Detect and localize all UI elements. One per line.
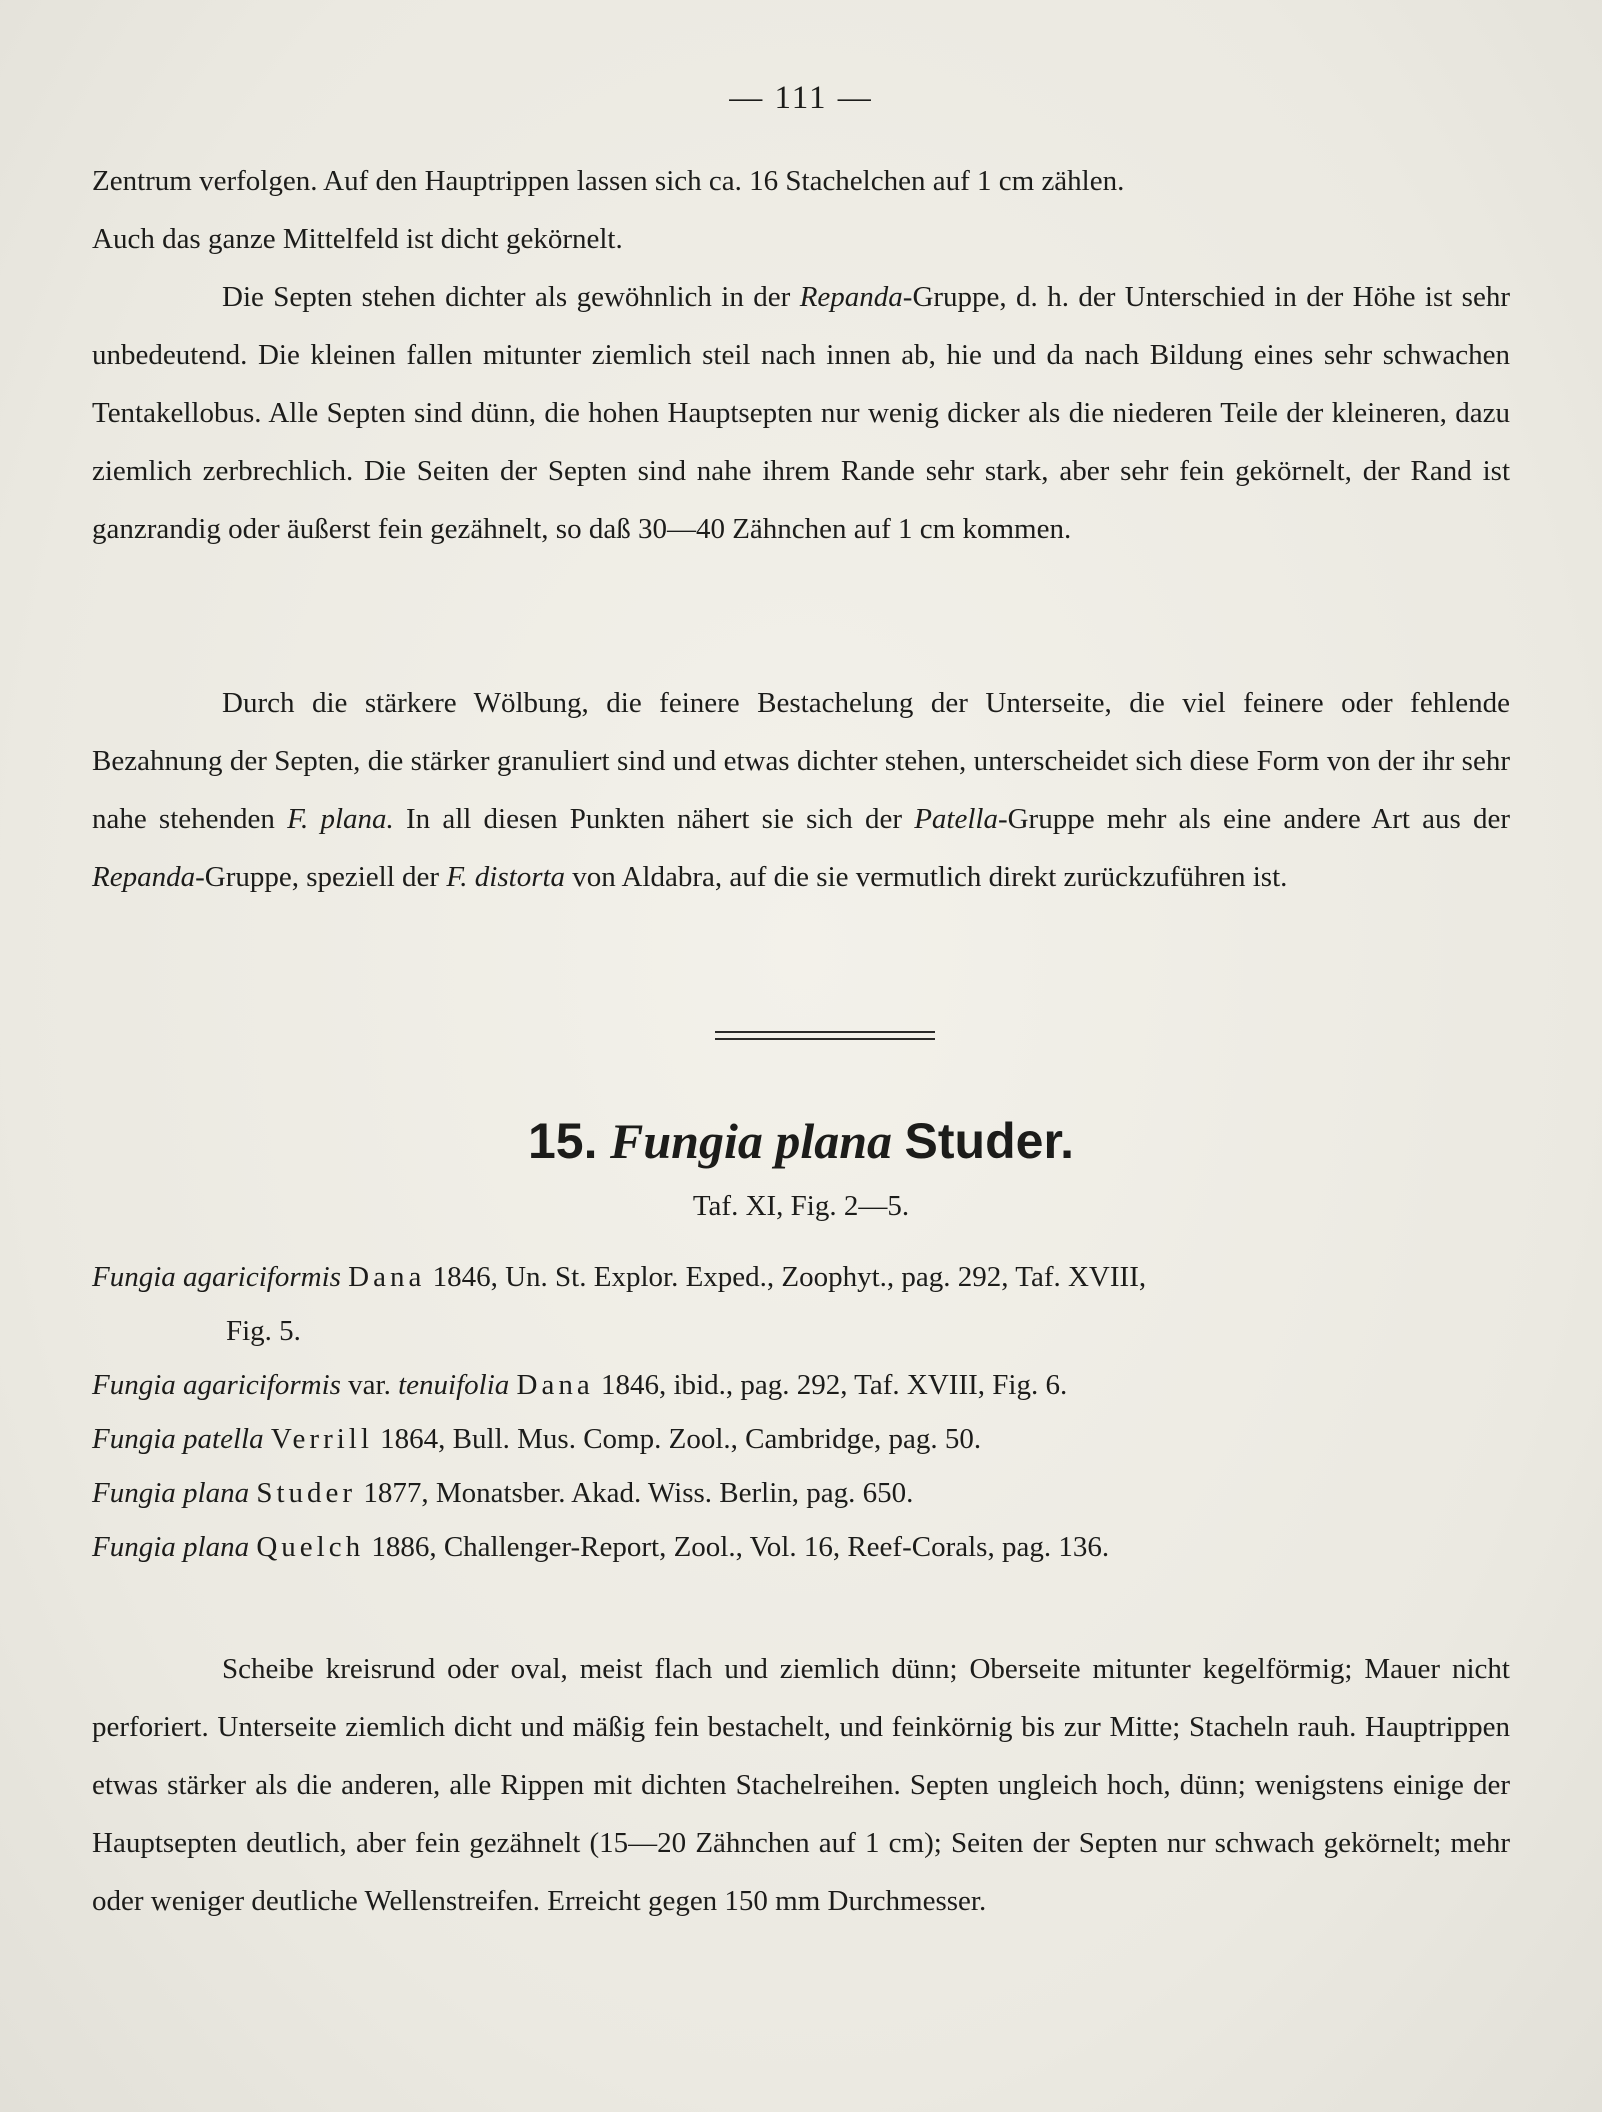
synonym-entry: Fungia plana Studer 1877, Monatsber. Akad. Wiss. Berlin, pag. 650. (92, 1477, 914, 1509)
paragraph-septa: Die Septen stehen dichter als gewöhnlich in der Repanda-Gruppe, d. h. der Unterschied in der Höhe ist sehr unbedeutend. Die kleinen fallen mitunter ziemlich steil nach innen ab, hie und da nach Bildung eines sehr schwachen Tentakellobus. Alle Septen sind dünn, die hohen Hauptsepten nur wenig dicker als die niederen Teile der kleineren, dazu ziemlich zerbrechlich. Die Seiten der Septen sind nahe ihrem Rande sehr stark, aber sehr fein gekörnelt, der Rand ist ganzrandig oder äußerst fein gezähnelt, so daß 30—40 Zähnchen auf 1 cm kommen. (92, 281, 1510, 545)
synonym-entry: Fungia patella Verrill 1864, Bull. Mus. Comp. Zool., Cambridge, pag. 50. (92, 1423, 982, 1455)
paragraph-comparison: Durch die stärkere Wölbung, die feinere Bestachelung der Unterseite, die viel feinere oder fehlende Bezahnung der Septen, die stärker granuliert sind und etwas dichter stehen, unterscheidet sich diese Form von der ihr sehr nahe stehenden F. plana. In all diesen Punkten nähert sie sich der Patella-Gruppe mehr als eine andere Art aus der Repanda-Gruppe, speziell der F. distorta von Aldabra, auf die sie vermutlich direkt zurückzuführen ist. (92, 687, 1510, 893)
synonymy-list (92, 1250, 1510, 1574)
synonym-entry: Fungia agariciformis var. tenuifolia Dana 1846, ibid., pag. 292, Taf. XVIII, Fig. 6. (92, 1369, 1068, 1401)
synonym-entry: Fungia agariciformis Dana 1846, Un. St. Explor. Exped., Zoophyt., pag. 292, Taf. XVIII, (92, 1261, 1147, 1293)
paragraph-line: Zentrum verfolgen. Auf den Hauptrippen lassen sich ca. 16 Stachelchen auf 1 cm zählen. (92, 165, 1125, 197)
species-heading: 15. Fungia plana Studer. (527, 1113, 1075, 1169)
paragraph-line: Auch das ganze Mittelfeld ist dicht gekörnelt. (92, 223, 623, 255)
synonym-entry: Fungia plana Quelch 1886, Challenger-Report, Zool., Vol. 16, Reef-Corals, pag. 136. (92, 1531, 1110, 1563)
paragraph-diagnosis: Scheibe kreisrund oder oval, meist flach und ziemlich dünn; Oberseite mitunter kegelförmig; Mauer nicht perforiert. Unterseite ziemlich dicht und mäßig fein bestachelt, und feinkörnig bis zur Mitte; Stacheln rauh. Hauptrippen etwas stärker als die anderen, alle Rippen mit dichten Stachelreihen. Septen ungleich hoch, dünn; wenigstens einige der Hauptsepten deutlich, aber fein gezähnelt (15—20 Zähnchen auf 1 cm); Seiten der Septen nur schwach gekörnelt; mehr oder weniger deutliche Wellenstreifen. Erreicht gegen 150 mm Durchmesser. (92, 1653, 1510, 1917)
page-number: — 111 — (729, 80, 873, 116)
plate-reference: Taf. XI, Fig. 2—5. (692, 1190, 910, 1222)
synonym-entry-continued: Fig. 5. (226, 1315, 301, 1347)
section-divider (715, 1031, 935, 1040)
paragraph-continued (92, 152, 1510, 268)
